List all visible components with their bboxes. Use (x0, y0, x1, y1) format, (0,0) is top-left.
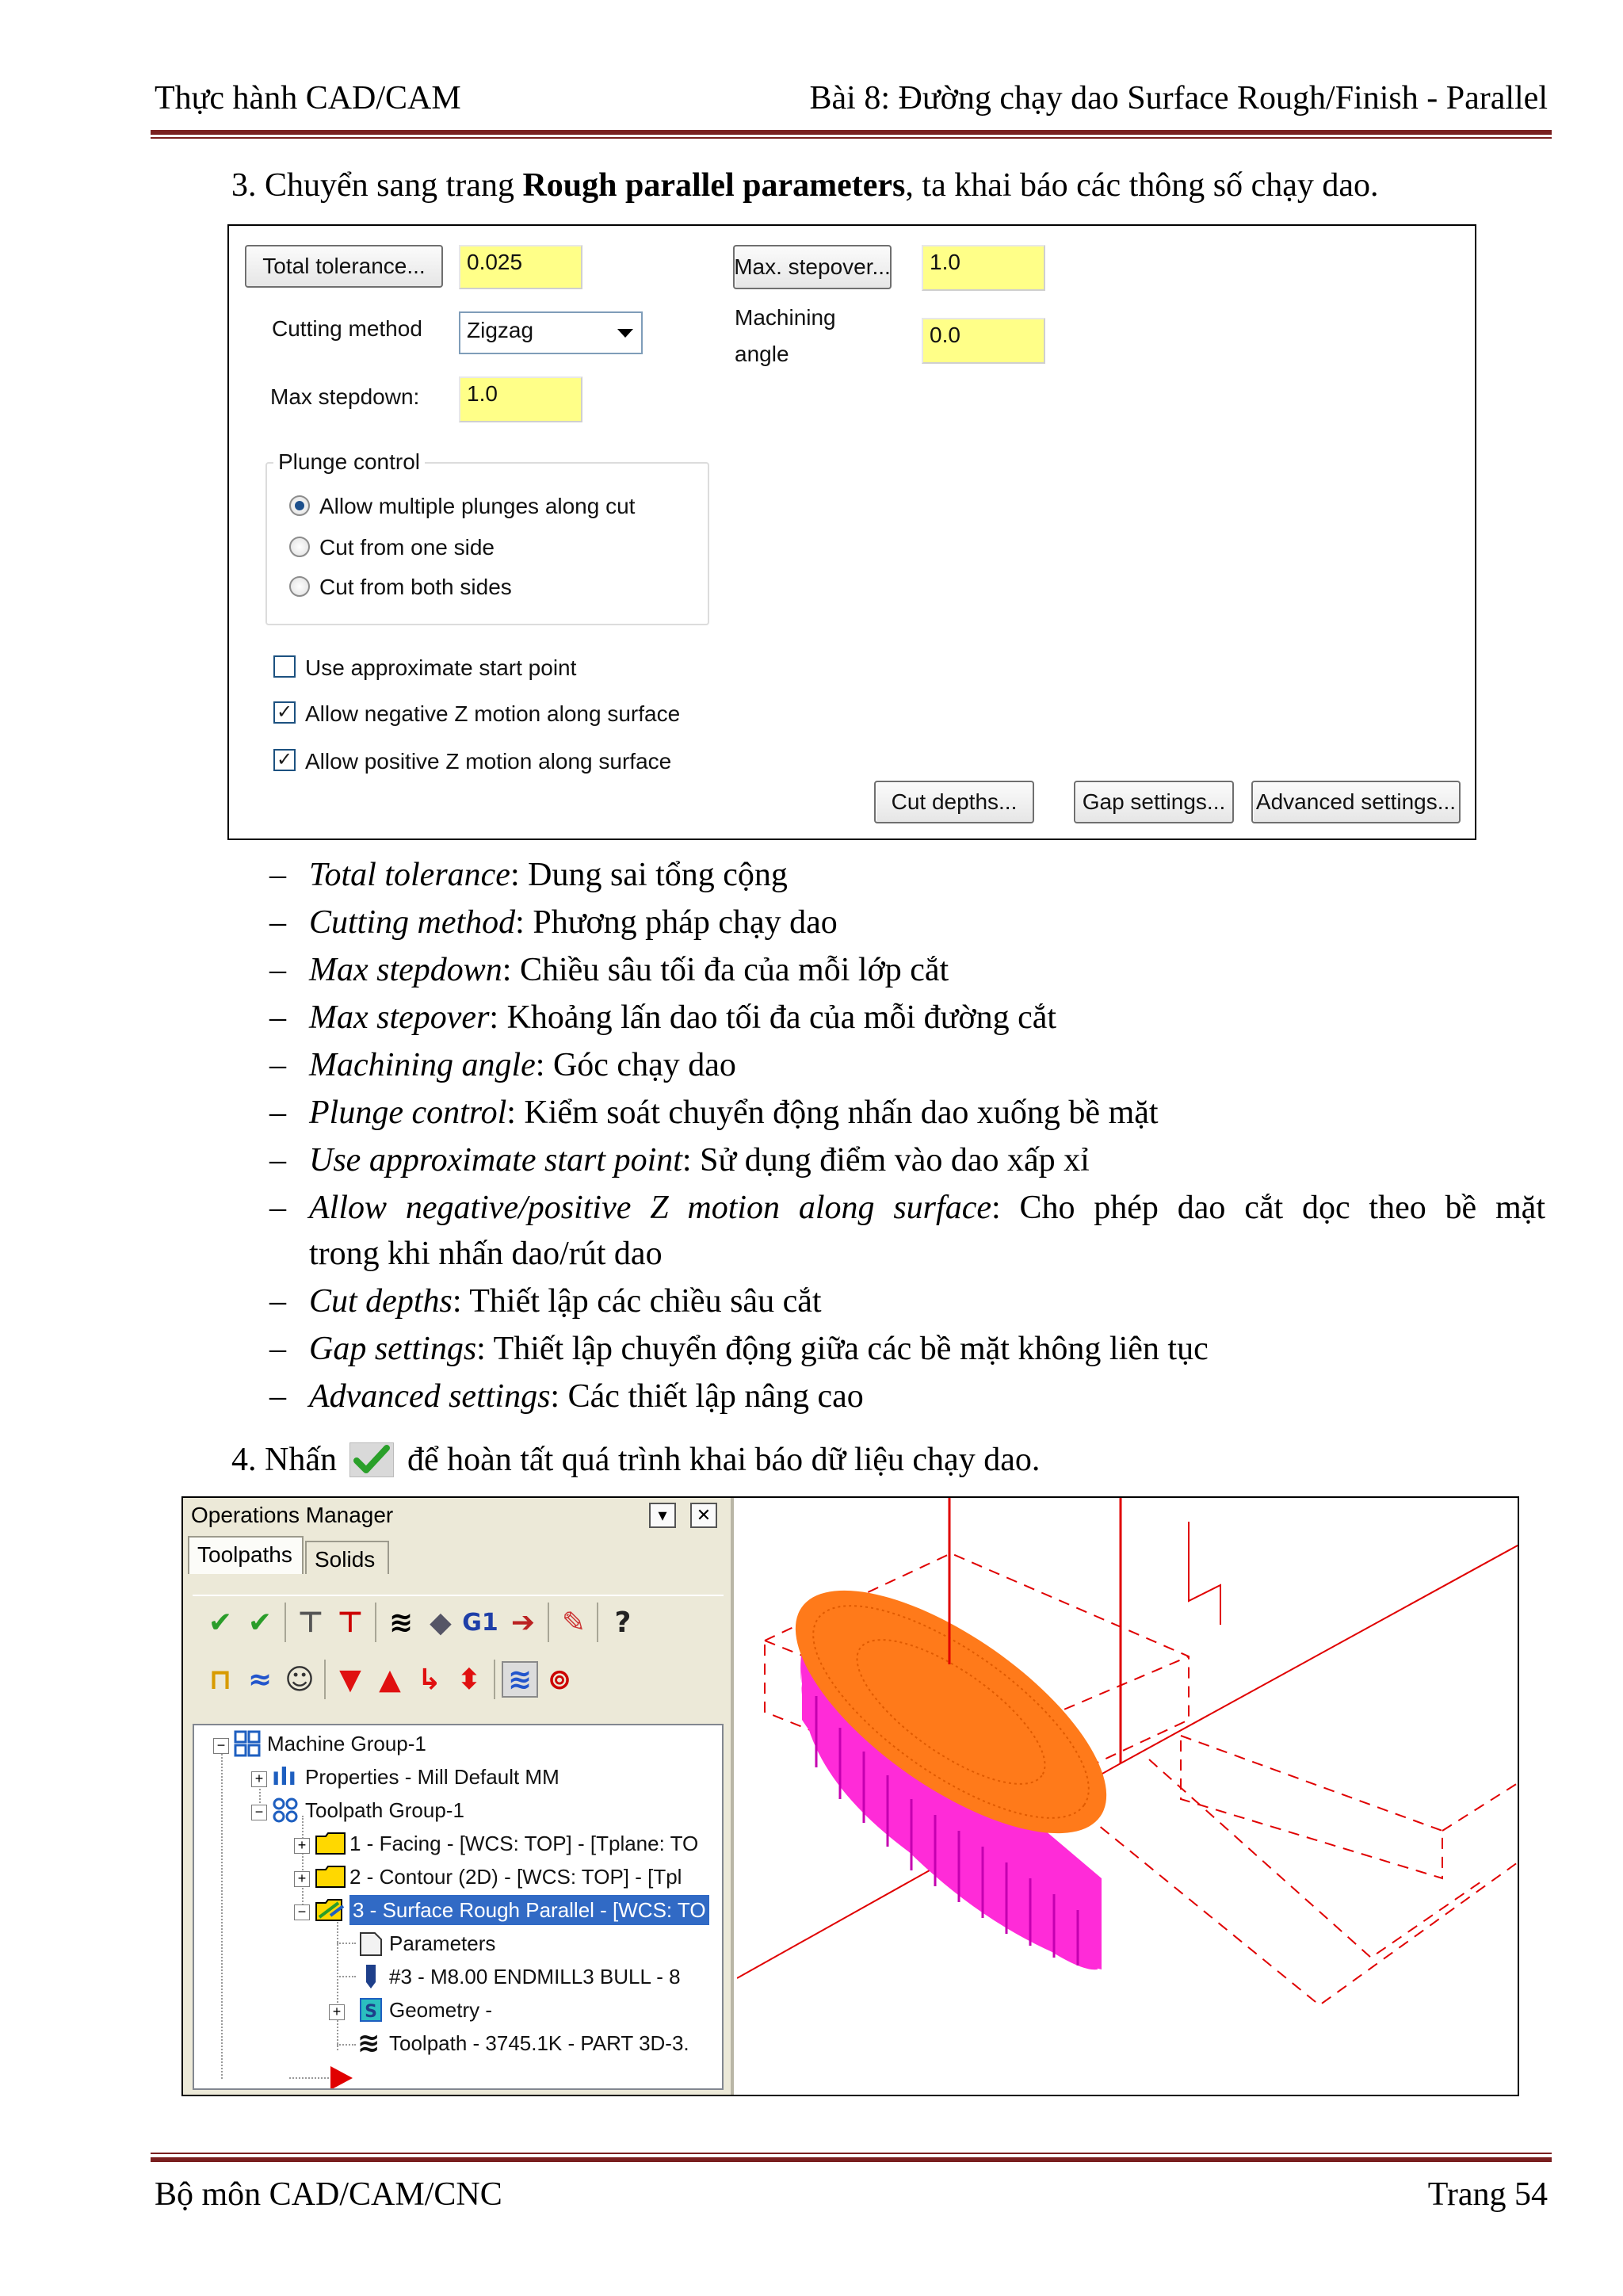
ok-checkmark-icon (349, 1442, 394, 1477)
lock-icon[interactable]: ⊓ (208, 1663, 232, 1696)
cutting-method-value: Zigzag (467, 318, 534, 342)
tree-expand-toggle[interactable]: + (251, 1771, 267, 1787)
tree-toolpath-group[interactable]: Toolpath Group-1 (305, 1798, 464, 1822)
close-icon[interactable]: ✕ (690, 1503, 717, 1528)
bullet-dash: – (269, 1190, 286, 1226)
step-4-number: 4. (231, 1442, 257, 1478)
help-icon[interactable]: ? (614, 1606, 632, 1639)
tree-parameters[interactable]: Parameters (389, 1931, 496, 1955)
bullet-desc: : Phương pháp chạy dao (515, 904, 838, 941)
advanced-settings-button[interactable]: Advanced settings... (1251, 781, 1461, 823)
bullet-cut-depths (269, 1282, 822, 1320)
bullet-term: Max stepdown (309, 952, 502, 988)
scroll-icon[interactable]: ⬍ (456, 1663, 482, 1696)
tree-guide (337, 1919, 338, 2050)
tree-guide (337, 1943, 356, 1944)
tree-guide (337, 2044, 356, 2046)
footer-rule (151, 2157, 1552, 2162)
cutting-method-label: Cutting method (272, 316, 422, 341)
bullet-desc: : Cho phép dao cắt dọc theo bề mặt (991, 1190, 1545, 1226)
plunge-option-multiple[interactable]: Allow multiple plunges along cut (319, 494, 636, 518)
page-number: Trang 54 (1427, 2176, 1548, 2213)
tree-op-contour[interactable]: 2 - Contour (2D) - [WCS: TOP] - [Tpl (349, 1865, 682, 1889)
total-tolerance-input[interactable]: 0.025 (459, 245, 582, 289)
bullet-dash: – (269, 1283, 286, 1320)
bullet-dash: – (269, 904, 286, 941)
bullet-approx-start (269, 1141, 1090, 1179)
select-all-ops-icon[interactable]: ✔ (208, 1606, 233, 1639)
machine-group-icon (234, 1730, 261, 1757)
tab-toolpaths[interactable]: Toolpaths (188, 1536, 304, 1574)
max-stepover-input[interactable]: 1.0 (922, 245, 1045, 291)
graphics-viewport[interactable] (737, 1498, 1518, 2095)
svg-text:S: S (365, 2002, 377, 2022)
bullet-max-stepover (269, 999, 1057, 1037)
positive-z-checkbox[interactable]: ✓ (273, 749, 296, 771)
bullet-desc: : Thiết lập các chiều sâu cắt (452, 1283, 822, 1320)
frame-line (1189, 1522, 1220, 1625)
delete-all-icon[interactable]: ✎ (561, 1606, 586, 1639)
bullet-dash: – (269, 1331, 286, 1367)
machining-angle-input[interactable]: 0.0 (922, 318, 1045, 364)
geometry-icon (357, 1996, 384, 2023)
insert-arrow-icon (327, 2065, 354, 2090)
toolbar-row-2 (193, 1653, 724, 1709)
view-selected-icon[interactable]: ⊚ (547, 1663, 572, 1696)
footer-rule-thin (151, 2153, 1552, 2154)
step-3-pre: Chuyển sang trang (265, 167, 514, 204)
rough-parallel-parameters-dialog (227, 224, 1476, 840)
bullet-term: Advanced settings (309, 1378, 551, 1415)
bullet-machining-angle (269, 1046, 736, 1084)
select-dirty-ops-icon[interactable]: ✔ (247, 1606, 273, 1639)
toolbar-separator (494, 1660, 495, 1699)
step-3 (231, 166, 1379, 204)
operations-manager-screenshot (181, 1496, 1519, 2096)
bullet-term: Allow negative/positive Z motion along surface (309, 1190, 991, 1226)
bullet-desc: : Góc chạy dao (535, 1047, 736, 1083)
toolbar-row-1 (193, 1595, 724, 1650)
cut-depths-button[interactable]: Cut depths... (874, 781, 1034, 823)
machining-angle-label-2: angle (735, 342, 789, 366)
plunge-control-title: Plunge control (273, 449, 425, 475)
move-up-icon[interactable]: ▲ (379, 1663, 401, 1696)
tree-collapse-toggle[interactable]: − (294, 1904, 310, 1920)
panel-menu-icon[interactable]: ▾ (649, 1503, 676, 1528)
step-4-post: để hoàn tất quá trình khai báo dữ liệu chạy dao. (407, 1442, 1041, 1478)
bullet-term: Plunge control (309, 1095, 507, 1131)
plunge-option-one-side[interactable]: Cut from one side (319, 535, 495, 560)
bullet-dash: – (269, 999, 286, 1036)
tree-op-facing[interactable]: 1 - Facing - [WCS: TOP] - [Tplane: TO (349, 1832, 699, 1855)
toolpath-icon: ≋ (357, 2027, 380, 2059)
show-selected-icon[interactable]: ≋ (502, 1661, 538, 1698)
bullet-dash: – (269, 1095, 286, 1131)
toolbar-separator (597, 1603, 598, 1642)
bullet-term: Total tolerance (309, 857, 510, 893)
tree-guide (337, 1976, 356, 1977)
bullet-total-tolerance (269, 856, 788, 894)
footer-left: Bộ môn CAD/CAM/CNC (155, 2176, 502, 2213)
tree-collapse-toggle[interactable]: − (251, 1805, 267, 1820)
negative-z-label[interactable]: Allow negative Z motion along surface (305, 701, 681, 726)
positive-z-label[interactable]: Allow positive Z motion along surface (305, 749, 672, 774)
tab-solids[interactable]: Solids (305, 1541, 389, 1574)
negative-z-checkbox[interactable]: ✓ (273, 701, 296, 724)
tree-properties[interactable]: Properties - Mill Default MM (305, 1765, 559, 1789)
folder-icon (315, 1863, 342, 1890)
bullet-dash: – (269, 1378, 286, 1415)
endmill-tool-icon (357, 1963, 384, 1990)
max-stepdown-input[interactable]: 1.0 (459, 376, 582, 422)
ghost-icon[interactable]: ☺ (285, 1663, 315, 1696)
open-folder-icon (315, 1897, 342, 1924)
backplot-icon[interactable]: ≋ (388, 1606, 414, 1639)
insert-arrow-icon[interactable]: ↳ (417, 1663, 442, 1696)
highfeed-icon[interactable]: ➔ (510, 1606, 536, 1639)
tree-op-surface-rough-parallel[interactable]: 3 - Surface Rough Parallel - [WCS: TO (349, 1895, 709, 1925)
tree-tool[interactable]: #3 - M8.00 ENDMILL3 BULL - 8 (389, 1965, 681, 1988)
toolbar-separator (548, 1603, 549, 1642)
parameters-icon (357, 1930, 384, 1957)
header-rule-thin (151, 137, 1552, 139)
bullet-dash: – (269, 1047, 286, 1083)
approx-start-label[interactable]: Use approximate start point (305, 655, 577, 680)
gap-settings-button[interactable]: Gap settings... (1074, 781, 1234, 823)
tree-machine-group[interactable]: Machine Group-1 (267, 1732, 426, 1755)
step-3-number: 3. (231, 167, 257, 204)
max-stepdown-label: Max stepdown: (270, 384, 420, 409)
bullet-max-stepdown (269, 951, 949, 989)
approx-start-checkbox[interactable] (273, 655, 296, 678)
bullet-desc: : Các thiết lập nâng cao (550, 1378, 864, 1415)
tree-toolpath[interactable]: Toolpath - 3745.1K - PART 3D-3. (389, 2031, 689, 2055)
chevron-down-icon (617, 329, 633, 338)
bullet-dash: – (269, 857, 286, 893)
verify-icon[interactable]: ◆ (430, 1606, 452, 1639)
tree-guide (289, 2077, 329, 2079)
header-left: Thực hành CAD/CAM (155, 80, 461, 117)
bullet-advanced-settings (269, 1377, 864, 1415)
regen-selected-icon[interactable]: ⊤ (297, 1606, 324, 1639)
move-down-icon[interactable]: ▼ (339, 1663, 361, 1696)
bullet-desc: : Khoảng lấn dao tối đa của mỗi đường cắt (489, 999, 1057, 1036)
plunge-option-both-sides[interactable]: Cut from both sides (319, 575, 512, 599)
tree-guide (302, 1816, 304, 1911)
bullet-plunge-control (269, 1094, 1159, 1132)
machining-angle-label-1: Machining (735, 305, 836, 330)
bullet-term: Cut depths (309, 1283, 453, 1320)
bullet-term: Max stepover (309, 999, 490, 1036)
bullet-desc: : Kiểm soát chuyển động nhấn dao xuống bề mặt (506, 1095, 1159, 1131)
toolpath-render (737, 1498, 1518, 2095)
tree-expand-toggle[interactable]: + (294, 1871, 310, 1887)
ops-manager-title: Operations Manager (191, 1503, 394, 1527)
header-rule (151, 130, 1552, 135)
bullet-dash: – (269, 952, 286, 988)
y-axis-line (1121, 1545, 1518, 1763)
tree-expand-toggle[interactable]: + (329, 2004, 345, 2020)
total-tolerance-button[interactable]: Total tolerance... (245, 245, 443, 288)
toolpath-group-icon (272, 1797, 299, 1824)
step-3-post: , ta khai báo các thông số chạy dao. (905, 167, 1379, 204)
bullet-desc: : Thiết lập chuyển động giữa các bề mặt không liên tục (476, 1331, 1209, 1367)
bullet-z-motion-cont: trong khi nhấn dao/rút dao (309, 1236, 663, 1272)
bullet-gap-settings (269, 1330, 1209, 1368)
step-3-bold: Rough parallel parameters (522, 167, 906, 204)
post-g1-icon[interactable]: G1 (462, 1608, 498, 1637)
regen-dirty-icon[interactable]: ⊤ (337, 1606, 364, 1639)
cutting-method-select[interactable] (459, 311, 643, 354)
bullet-dash: – (269, 1142, 286, 1179)
tree-collapse-toggle[interactable]: − (213, 1738, 229, 1754)
toolpath-tree (193, 1724, 724, 2090)
plunge-radio-multiple[interactable] (289, 495, 310, 516)
bullet-term: Gap settings (309, 1331, 477, 1367)
plunge-radio-one-side[interactable] (289, 537, 310, 557)
step-4 (231, 1441, 1040, 1479)
bullet-term: Machining angle (309, 1047, 536, 1083)
bullet-term: Cutting method (309, 904, 516, 941)
step-4-pre: Nhấn (265, 1442, 337, 1478)
bullet-term: Use approximate start point (309, 1142, 682, 1179)
max-stepover-button[interactable]: Max. stepover... (733, 245, 892, 289)
tree-guide (221, 1751, 223, 2079)
plunge-radio-both-sides[interactable] (289, 576, 310, 597)
toolbar-separator (324, 1660, 326, 1699)
tree-expand-toggle[interactable]: + (294, 1838, 310, 1854)
bullet-desc: : Dung sai tổng cộng (510, 857, 788, 893)
bullet-cutting-method (269, 904, 838, 942)
bullet-desc: : Sử dụng điểm vào dao xấp xỉ (682, 1142, 1090, 1179)
bullet-desc: : Chiều sâu tối đa của mỗi lớp cắt (502, 952, 949, 988)
bullet-z-motion (269, 1189, 1545, 1227)
folder-icon (315, 1830, 342, 1857)
toggle-display-icon[interactable]: ≈ (247, 1663, 273, 1696)
properties-icon: ılı (272, 1763, 296, 1791)
toolbar-separator (375, 1603, 376, 1642)
header-right: Bài 8: Đường chạy dao Surface Rough/Finish - Parallel (809, 80, 1548, 117)
tree-geometry[interactable]: Geometry - (389, 1998, 493, 2022)
toolbar-separator (285, 1603, 286, 1642)
operations-manager-panel (183, 1498, 734, 2095)
